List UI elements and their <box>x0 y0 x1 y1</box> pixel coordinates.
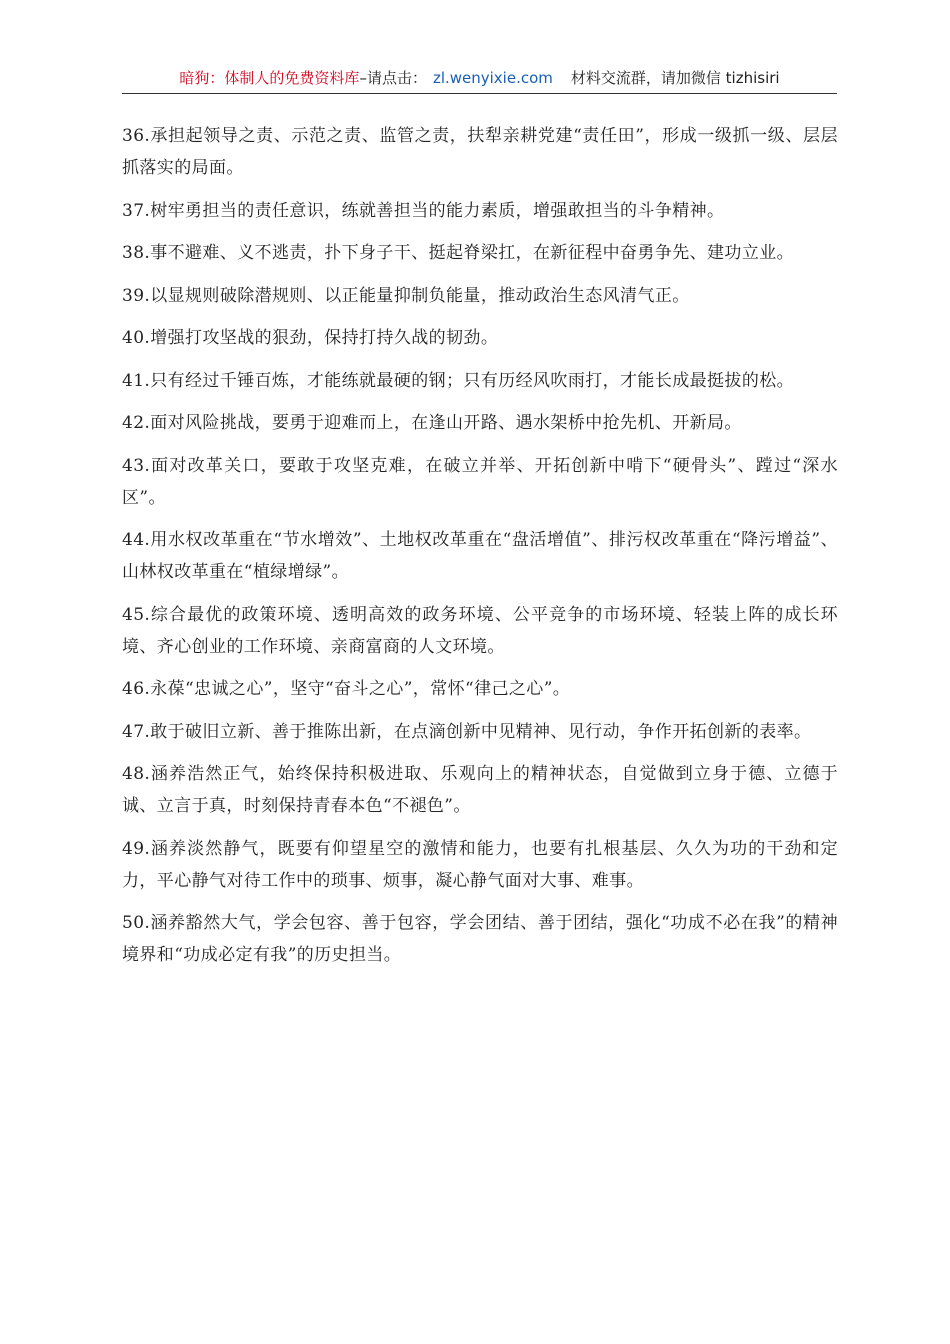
list-item: 41.只有经过千锤百炼，才能练就最硬的钢；只有历经风吹雨打，才能长成最挺拔的松。 <box>122 370 795 391</box>
list-item: 47.敢于破旧立新、善于推陈出新，在点滴创新中见精神、见行动，争作开拓创新的表率。 <box>122 721 812 742</box>
document-body <box>122 120 838 982</box>
header-brand: 暗狗：体制人的免费资料库 <box>179 69 360 87</box>
list-item: 40.增强打攻坚战的狠劲，保持打持久战的韧劲。 <box>122 328 499 348</box>
list-item: 45.综合最优的政策环境、透明高效的政务环境、公平竞争的市场环境、轻装上阵的成长环境、齐心创业的工作环境、亲商富商的人文环境。 <box>122 604 838 657</box>
list-item: 48.涵养浩然正气，始终保持积极进取、乐观向上的精神状态，自觉做到立身于德、立德于诚、立言于真，时刻保持青春本色“不褪色”。 <box>122 764 838 816</box>
page-header <box>122 68 837 94</box>
list-item: 42.面对风险挑战，要勇于迎难而上，在逢山开路、遇水架桥中抢先机、开新局。 <box>122 413 742 433</box>
header-link[interactable]: zl.wenyixie.com <box>432 69 553 87</box>
list-item: 50.涵养豁然大气，学会包容、善于包容，学会团结、善于团结，强化“功成不必在我”的精神境界和“功成必定有我”的历史担当。 <box>122 913 838 965</box>
list-item: 38.事不避难、义不逃责，扑下身子干、挺起脊梁扛，在新征程中奋勇争先、建功立业。 <box>122 243 795 263</box>
list-item: 46.永葆“忠诚之心”，坚守“奋斗之心”，常怀“律己之心”。 <box>122 679 571 699</box>
list-item: 37.树牢勇担当的责任意识，练就善担当的能力素质，增强敢担当的斗争精神。 <box>122 200 725 221</box>
list-item: 36.承担起领导之责、示范之责、监管之责，扶犁亲耕党建“责任田”，形成一级抓一级、层层抓落实的局面。 <box>122 126 838 178</box>
header-wechat-note: 材料交流群，请加微信 tizhisiri <box>570 69 780 87</box>
list-item: 43.面对改革关口，要敢于攻坚克难，在破立并举、开拓创新中啃下“硬骨头”、蹚过“深水区”。 <box>122 455 838 508</box>
list-item: 39.以显规则破除潜规则、以正能量抑制负能量，推动政治生态风清气正。 <box>122 285 690 306</box>
header-click-prompt: –请点击： <box>359 69 427 87</box>
list-item: 49.涵养淡然静气，既要有仰望星空的激情和能力，也要有扎根基层、久久为功的干劲和定力，平心静气对待工作中的琐事、烦事，凝心静气面对大事、难事。 <box>122 838 838 891</box>
list-item: 44.用水权改革重在“节水增效”、土地权改革重在“盘活增值”、排污权改革重在“降污增益”、山林权改革重在“植绿增绿”。 <box>122 530 838 582</box>
